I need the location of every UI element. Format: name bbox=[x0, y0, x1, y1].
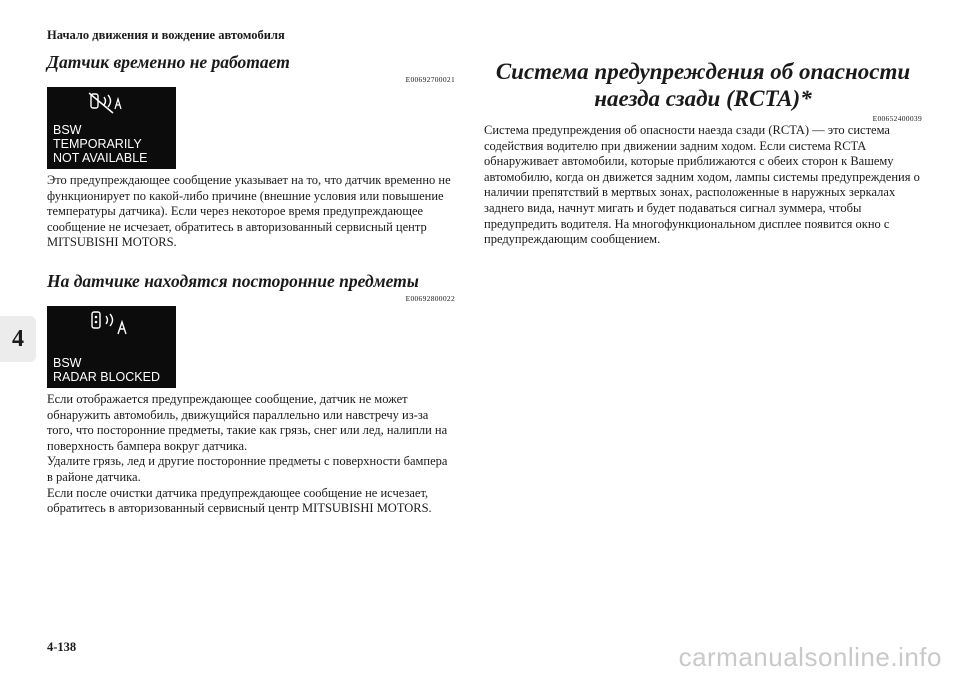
section-code-rcta: E00652400039 bbox=[872, 114, 922, 123]
section-code-temporarily: E00692700021 bbox=[405, 75, 455, 84]
section-code-blocked: E00692800022 bbox=[405, 293, 455, 303]
screen-message: BSW TEMPORARILY NOT AVAILABLE bbox=[53, 123, 148, 165]
bsw-temporarily-screen bbox=[47, 87, 176, 169]
chapter-tab: 4 bbox=[0, 316, 36, 362]
page-number: 4-138 bbox=[47, 640, 77, 654]
radar-blocked-icon bbox=[89, 310, 135, 340]
body-temporarily: Это предупреждающее сообщение указывает на то, что датчик временно не функционирует по какой-либо причине (внешние условия или повышение температуры датчика). Если через некоторое время предупреждающее сообщение не исчезает, обратитесь в авторизованный сервисный центр MITSUBISHI MOTORS. bbox=[47, 173, 451, 250]
screen-message: BSW RADAR BLOCKED bbox=[53, 355, 160, 384]
body-blocked-3: Если после очистки датчика предупреждающее сообщение не исчезает, обратитесь в авторизованный сервисный центр MITSUBISHI MOTORS. bbox=[47, 485, 432, 516]
sensor-off-icon bbox=[87, 91, 131, 117]
watermark: carmanualsonline.info bbox=[678, 642, 942, 672]
section-title-temporarily: Датчик временно не работает bbox=[47, 52, 290, 72]
section-title-blocked: На датчике находятся посторонние предметы bbox=[47, 270, 419, 291]
body-rcta: Система предупреждения об опасности наезда сзади (RCTA) — это система содействия водителю при движении задним ходом. Если система RCTA обнаруживает автомобили, которые приближаются с обеих сторон к Вашему автомобилю, когда он движется задним ходом, лампы системы предупреждения о наличии препятствий в мертвых зонах, расположенные в наружных зеркалах заднего вида, начнут мигать и будет подаваться сигнал зуммера, чтобы предупредить водителя. На многофункциональном дисплее появится окно с предупреждающим сообщением. bbox=[484, 123, 920, 247]
body-blocked-1: Если отображается предупреждающее сообщение, датчик не может обнаружить автомобиль, движущийся параллельно или навстречу из-за того, что посторонние предметы, такие как грязь, снег или лед, налипли на поверхность бампера вокруг датчика. bbox=[47, 391, 448, 453]
left-column bbox=[47, 52, 455, 517]
bsw-blocked-screen bbox=[47, 306, 176, 388]
page-header: Начало движения и вождение автомобиля bbox=[47, 28, 285, 42]
body-blocked-2: Удалите грязь, лед и другие посторонние предметы с поверхности бампера в районе датчика. bbox=[47, 454, 448, 484]
right-column bbox=[484, 52, 922, 248]
section-title-rcta: Система предупреждения об опасности наезда сзади (RCTA)* bbox=[495, 59, 911, 111]
